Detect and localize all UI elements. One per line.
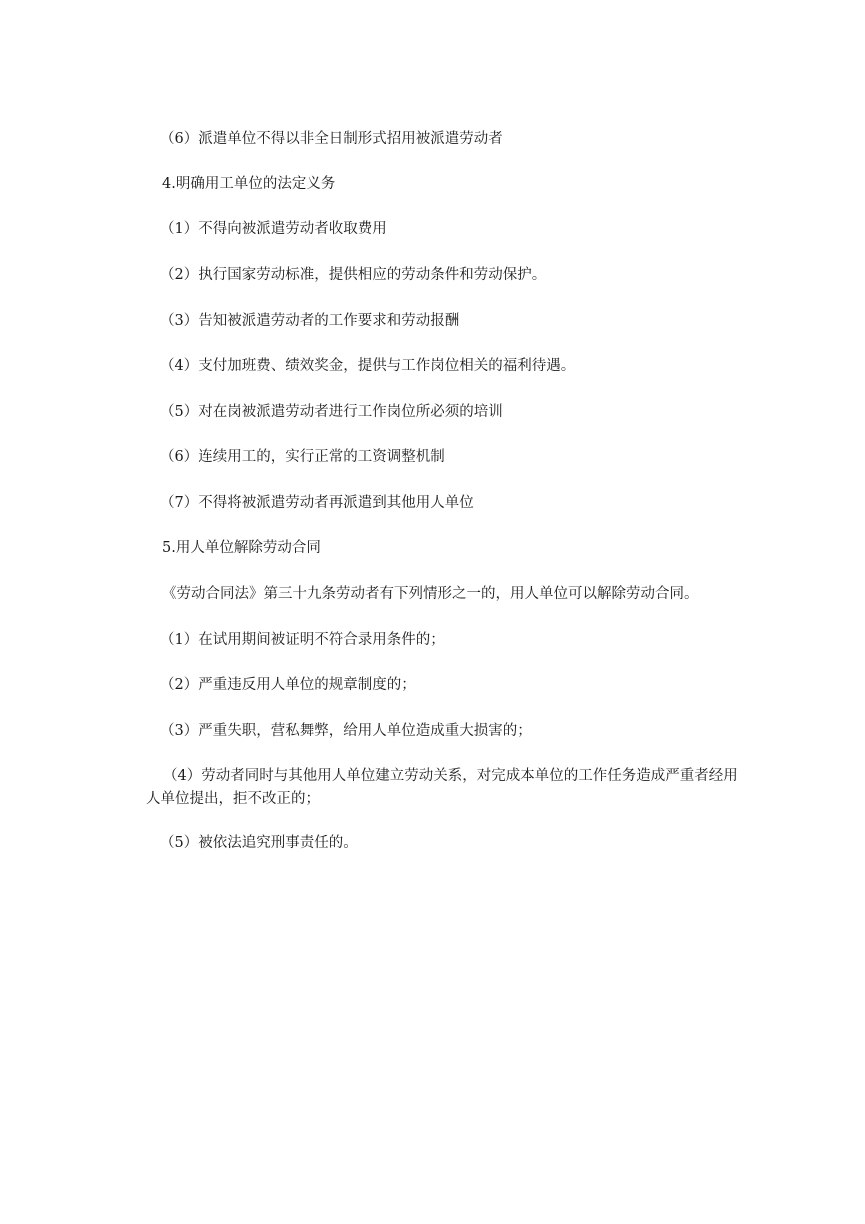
paragraph-duty-5: （5）对在岗被派遣劳动者进行工作岗位所必须的培训 [160, 404, 503, 420]
paragraph-termination-3: （3）严重失职，营私舞弊，给用人单位造成重大损害的； [160, 723, 532, 739]
paragraph-duty-3: （3）告知被派遣劳动者的工作要求和劳动报酬 [160, 313, 460, 329]
paragraph-duty-6: （6）连续用工的，实行正常的工资调整机制 [160, 449, 445, 465]
paragraph-law-article: 《劳动合同法》第三十九条劳动者有下列情形之一的，用人单位可以解除劳动合同。 [162, 586, 699, 602]
paragraph-termination-1: （1）在试用期间被证明不符合录用条件的； [160, 632, 445, 648]
section-heading-5: 5.用人单位解除劳动合同 [162, 540, 321, 556]
paragraph-termination-5: （5）被依法追究刑事责任的。 [160, 835, 358, 851]
paragraph-termination-4: （4）劳动者同时与其他用人单位建立劳动关系，对完成本单位的工作任务造成严重者经用人单位提出，拒不改正的； [146, 768, 738, 807]
paragraph-termination-2: （2）严重违反用人单位的规章制度的； [160, 677, 416, 693]
section-heading-4: 4.明确用工单位的法定义务 [162, 176, 336, 192]
paragraph-duty-7: （7）不得将被派遣劳动者再派遣到其他用人单位 [160, 495, 474, 511]
paragraph-duty-1: （1）不得向被派遣劳动者收取费用 [160, 221, 387, 237]
paragraph-dispatch-6: （6）派遣单位不得以非全日制形式招用被派遣劳动者 [160, 131, 503, 147]
paragraph-duty-4: （4）支付加班费、绩效奖金，提供与工作岗位相关的福利待遇。 [160, 358, 576, 374]
paragraph-duty-2: （2）执行国家劳动标准，提供相应的劳动条件和劳动保护。 [160, 267, 547, 283]
